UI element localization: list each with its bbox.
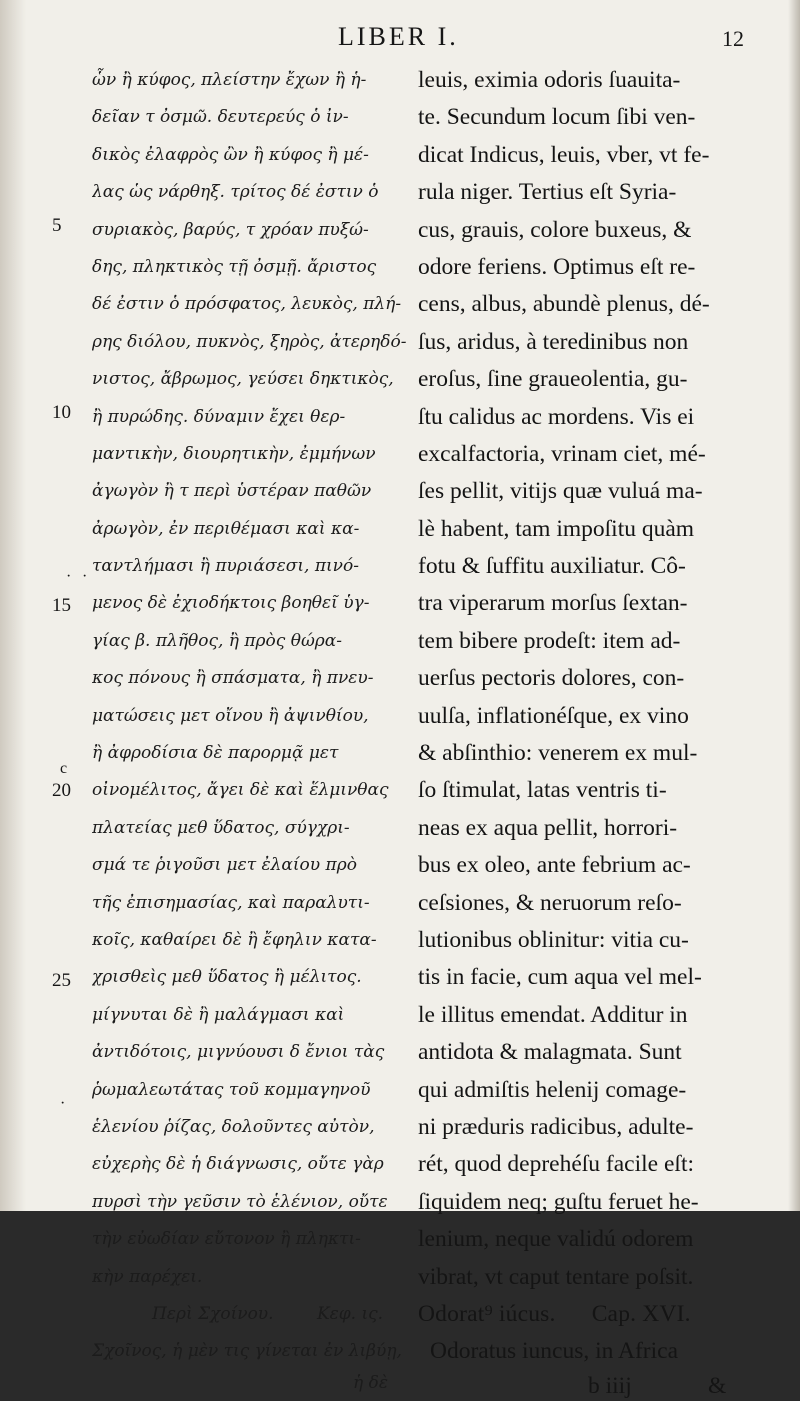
latin-line: qui admiſtis helenij comage-	[418, 1076, 687, 1103]
running-title: LIBER I.	[338, 22, 459, 51]
latin-line: tis in facie, cum aqua vel mel-	[418, 964, 702, 991]
greek-line: ταντλήμασι ἢ πυριάσεσι, πινό-	[92, 556, 359, 577]
latin-line: rula niger. Tertius eſt Syria-	[418, 179, 677, 206]
greek-line: μίγνυται δὲ ἢ μαλάγμασι καὶ	[92, 1004, 345, 1025]
greek-line: γίας β. πλῆθος, ἢ πρὸς θώρα-	[92, 630, 343, 651]
greek-line: ρης διόλου, πυκνὸς, ξηρὸς, ἀτερηδό-	[92, 331, 407, 352]
margin-mark: ·	[82, 568, 88, 585]
greek-line: δεῖαν τ ὀσμῶ. δευτερεύς ὁ ἰν-	[92, 107, 349, 128]
latin-chapter-heading	[418, 1296, 740, 1333]
latin-line: le illitus emendat. Additur in	[418, 1001, 688, 1028]
greek-line: πυρσὶ τὴν γεῦσιν τὸ ἑλένιον, οὔτε	[92, 1191, 388, 1212]
greek-line: μενος δὲ ἐχιοδήκτοις βοηθεῖ ὑγ-	[92, 593, 370, 614]
greek-line: κος πόνους ἢ σπάσματα, ἢ πνευ-	[92, 668, 374, 689]
latin-line: ſes pellit, vitijs quæ vuluá ma-	[418, 478, 703, 505]
latin-line: & abſinthio: venerem ex mul-	[418, 740, 698, 767]
latin-line: neas ex aqua pellit, horrori-	[418, 814, 678, 841]
latin-line: lè habent, tam impoſitu quàm	[418, 515, 695, 542]
greek-chapter-heading	[92, 1296, 408, 1333]
greek-chapter-number: Κεφ. ις.	[316, 1303, 384, 1324]
line-number-20: 20	[52, 780, 71, 801]
greek-line: πλατείας μεθ ὕδατος, σύγχρι-	[92, 817, 350, 838]
latin-chapter-title: Odorat⁹ iúcus.	[418, 1300, 556, 1327]
latin-line: excalfactoria, vrinam ciet, mé-	[418, 440, 706, 467]
greek-line: λας ὡς νάρθηξ. τρίτος δέ ἐστιν ὁ	[92, 182, 379, 203]
margin-mark: ·	[60, 1095, 66, 1112]
margin-mark: c	[60, 760, 68, 777]
greek-line: ἀντιδότοις, μιγνύουσι δ ἔνιοι τὰς	[92, 1042, 385, 1063]
signature-line	[418, 1371, 740, 1401]
greek-line: εὐχερὴς δὲ ἡ διάγνωσις, οὔτε γὰρ	[92, 1154, 384, 1175]
greek-line: ἢ ἀφροδίσια δὲ παρορμᾷ μετ	[92, 743, 339, 764]
greek-line: χρισθεὶς μεθ ὕδατος ἢ μέλιτος.	[92, 967, 362, 988]
latin-line: lenium, neque validú odorem	[418, 1226, 694, 1253]
latin-line: uulſa, inflationéſque, ex vino	[418, 702, 689, 729]
greek-chapter-title: Περὶ Σχοίνου.	[152, 1303, 274, 1324]
greek-line: ματώσεις μετ οἴνου ἢ ἀψινθίου,	[92, 705, 369, 726]
latin-line: ceſsiones, & neruorum reſo-	[418, 889, 682, 916]
latin-line: antidota & malagmata. Sunt	[418, 1039, 682, 1066]
latin-chapter-number: Cap. XVI.	[591, 1300, 691, 1327]
greek-line: ἀγωγὸν ἢ τ περὶ ὑστέραν παθῶν	[92, 481, 372, 502]
latin-line: fotu & ſuffitu auxiliatur. Cô-	[418, 553, 686, 580]
latin-catchword: &	[708, 1372, 727, 1399]
greek-line: τὴν εὐωδίαν εὔτονον ἢ πληκτι-	[92, 1229, 361, 1250]
greek-line: ῥωμαλεωτάτας τοῦ κομμαγηνοῦ	[92, 1079, 371, 1100]
greek-line: κὴν παρέχει.	[92, 1266, 203, 1287]
latin-line: tra viperarum morſus ſextan-	[418, 590, 688, 617]
latin-line: vibrat, vt caput tentare poſsit.	[418, 1263, 694, 1290]
latin-line: bus ex oleo, ante febrium ac-	[418, 852, 691, 879]
line-number-15: 15	[52, 595, 71, 616]
latin-line: dicat Indicus, leuis, vber, vt fe-	[418, 141, 710, 168]
greek-line: κοῖς, καθαίρει δὲ ἢ ἔφηλιν κατα-	[92, 929, 377, 950]
margin-mark: ·	[66, 568, 72, 585]
latin-line: rét, quod deprehéſu facile eſt:	[418, 1151, 694, 1178]
greek-line: Σχοῖνος, ἡ μὲν τις γίνεται ἐν λιβύῃ,	[92, 1341, 402, 1362]
latin-line: uerſus pectoris dolores, con-	[418, 665, 685, 692]
line-number-25: 25	[52, 970, 71, 991]
latin-line: ſtu calidus ac mordens. Vis ei	[418, 403, 695, 430]
greek-line: δης, πληκτικὸς τῇ ὀσμῇ. ἄριστος	[92, 256, 377, 277]
greek-column	[92, 62, 408, 1395]
latin-line: ſiquidem neq; guſtu feruet he-	[418, 1188, 699, 1215]
latin-line: cens, albus, abundè plenus, dé-	[418, 291, 710, 318]
greek-line: ἢ πυρώδης. δύναμιν ἔχει θερ-	[92, 406, 346, 427]
greek-line: δικὸς ἐλαφρὸς ὢν ἢ κύφος ἢ μέ-	[92, 144, 369, 165]
printer-signature: b iiij	[588, 1372, 632, 1399]
greek-line: σμά τε ῥιγοῦσι μετ ἐλαίου πρὸ	[92, 855, 357, 876]
latin-column	[418, 62, 740, 1401]
greek-line: τῆς ἐπισημασίας, καὶ παραλυτι-	[92, 892, 370, 913]
latin-line: cus, grauis, colore buxeus, &	[418, 216, 692, 243]
greek-line: οἰνομέλιτος, ἄγει δὲ καὶ ἕλμινθας	[92, 780, 389, 801]
latin-line: lutionibus oblinitur: vitia cu-	[418, 926, 689, 953]
greek-line: ὧν ἢ κύφος, πλείστην ἔχων ἢ ἡ-	[92, 70, 367, 90]
greek-line: δέ ἐστιν ὁ πρόσφατος, λευκὸς, πλή-	[92, 294, 402, 315]
latin-line: ſo ſtimulat, latas ventris ti-	[418, 777, 667, 804]
greek-line: νιστος, ἄβρωμος, γεύσει δηκτικὸς,	[92, 369, 394, 390]
latin-line: eroſus, ſine graueolentia, gu-	[418, 366, 688, 393]
greek-line: μαντικὴν, διουρητικὴν, ἐμμήνων	[92, 443, 376, 464]
page-number: 12	[722, 26, 744, 51]
line-number-5: 5	[52, 215, 62, 236]
greek-line: συριακὸς, βαρύς, τ χρόαν πυξώ-	[92, 219, 369, 240]
latin-line: leuis, eximia odoris ſuauita-	[418, 67, 681, 93]
latin-line: ſus, aridus, à teredinibus non	[418, 328, 689, 355]
latin-line: ni præduris radicibus, adulte-	[418, 1113, 694, 1140]
latin-line: tem bibere prodeſt: item ad-	[418, 627, 681, 654]
latin-line: Odoratus iuncus, in Africa	[430, 1338, 679, 1365]
line-number-10: 10	[52, 402, 71, 423]
greek-catchword: ἡ δὲ	[353, 1372, 388, 1393]
latin-line: odore feriens. Optimus eſt re-	[418, 253, 696, 280]
greek-line: ἑλενίου ῥίζας, δολοῦντες αὐτὸν,	[92, 1116, 375, 1137]
latin-line: te. Secundum locum ſibi ven-	[418, 104, 696, 131]
greek-line: ἀρωγὸν, ἐν περιθέμασι καὶ κα-	[92, 518, 360, 539]
